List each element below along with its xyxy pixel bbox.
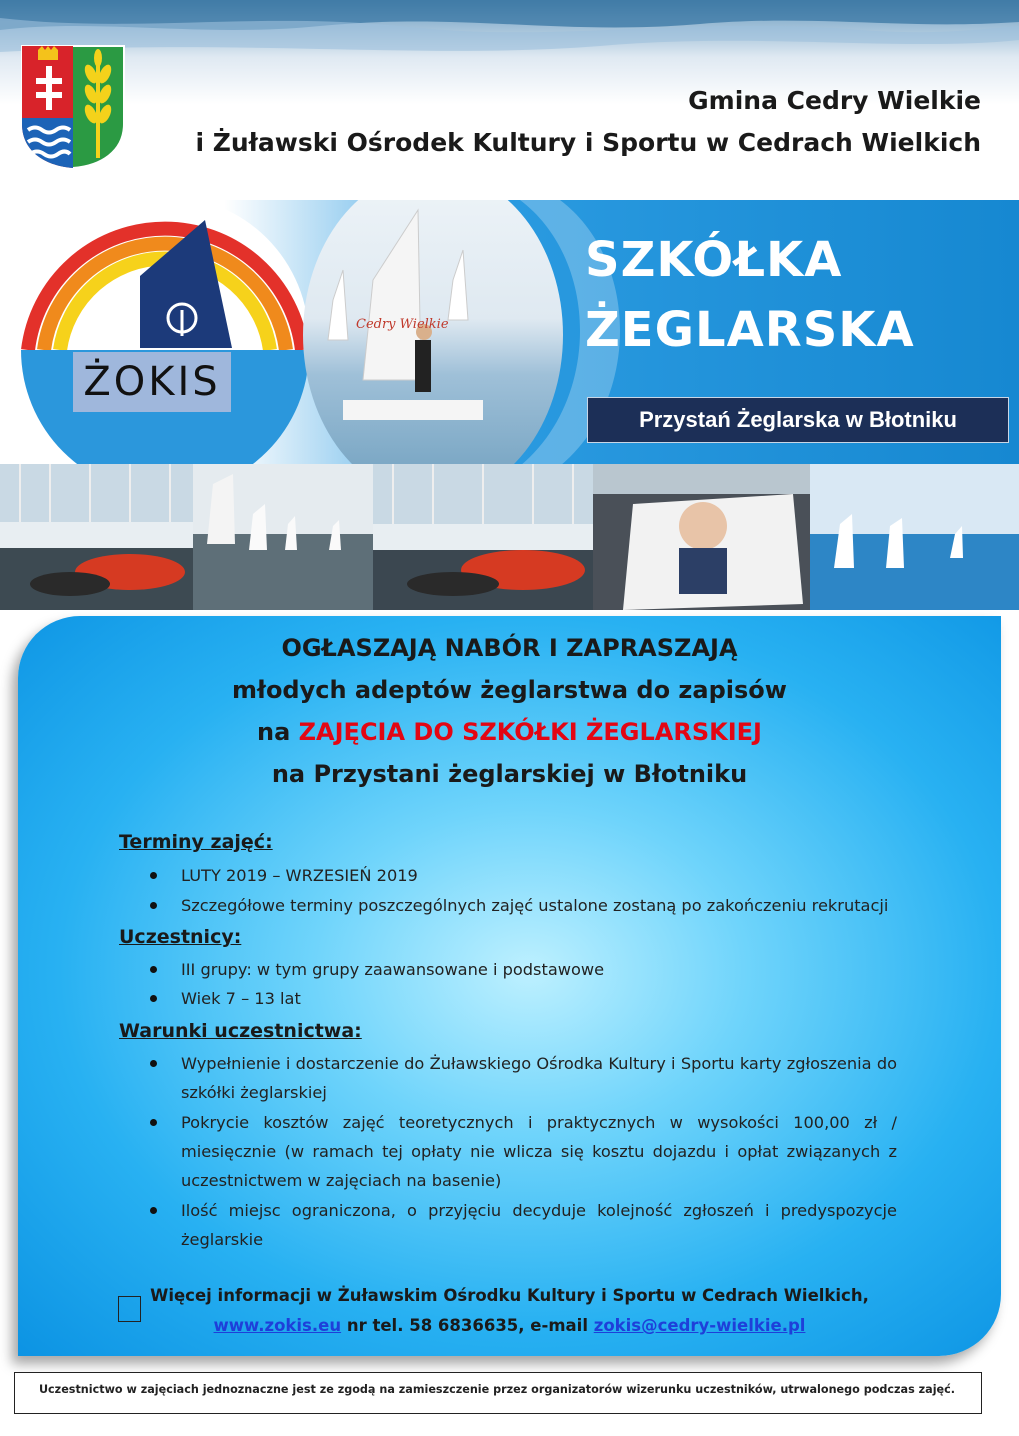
- bullet-icon: [150, 966, 157, 973]
- contact-line-1: Więcej informacji w Żuławskim Ośrodku Kultury i Sportu w Cedrach Wielkich,: [150, 1286, 869, 1305]
- bullet-icon: [150, 1060, 157, 1067]
- headline-highlight: ZAJĘCIA DO SZKÓŁKI ŻEGLARSKIEJ: [298, 718, 762, 746]
- bullet-icon: [150, 1207, 157, 1214]
- website-link[interactable]: www.zokis.eu: [213, 1316, 342, 1335]
- organizer-line-1: Gmina Cedry Wielkie: [688, 86, 981, 115]
- email-link[interactable]: zokis@cedry-wielkie.pl: [593, 1316, 806, 1335]
- zokis-logo-label: ŻOKIS: [73, 352, 231, 412]
- bullet-icon: [150, 1119, 157, 1126]
- participants-item: III grupy: w tym grupy zaawansowane i podstawowe: [181, 960, 605, 979]
- banner-title-line-1: SZKÓŁKA: [585, 232, 843, 288]
- participants-heading: Uczestnicy:: [119, 926, 242, 948]
- contact-line-2: [18, 1316, 1001, 1335]
- conditions-item: Wypełnienie i dostarczenie do Żuławskiego Ośrodka Kultury i Sportu karty zgłoszenia do szkółki żeglarskiej: [181, 1054, 897, 1102]
- cedry-wielkie-logo-icon: Cedry Wielkie: [356, 317, 449, 332]
- terms-item: Szczegółowe terminy poszczególnych zajęć ustalone zostaną po zakończeniu rekrutacji: [181, 896, 889, 915]
- bullet-icon: [150, 995, 157, 1002]
- participants-item: Wiek 7 – 13 lat: [181, 989, 301, 1008]
- headline-line-2: młodych adeptów żeglarstwa do zapisów: [232, 676, 787, 704]
- terms-item: LUTY 2019 – WRZESIEŃ 2019: [181, 866, 418, 885]
- terms-heading: Terminy zajęć:: [119, 831, 273, 853]
- bullet-icon: [150, 872, 157, 879]
- footer-note: Uczestnictwo w zajęciach jednoznaczne jest ze zgodą na zamieszczenie przez organizatorów wizerunku uczestników, utrwalonego podczas zajęć.: [38, 1383, 956, 1396]
- marina-label: Przystań Żeglarska w Błotniku: [587, 397, 1009, 443]
- headline-line-3-prefix: na: [257, 718, 299, 746]
- photo-sailing-lake: [810, 464, 1019, 610]
- banner-sailing-photo: [303, 200, 563, 466]
- headline-line-1: OGŁASZAJĄ NABÓR I ZAPRASZAJĄ: [281, 634, 738, 662]
- phone-text: nr tel. 58 6836635, e-mail: [341, 1316, 594, 1335]
- photo-marina-boats: [0, 464, 193, 610]
- photo-marina-rib: [373, 464, 593, 610]
- photo-child-in-boat: [593, 464, 810, 610]
- headline-line-4: na Przystani żeglarskiej w Błotniku: [271, 760, 748, 788]
- banner-title-line-2: ŻEGLARSKA: [585, 302, 915, 358]
- conditions-item: Pokrycie kosztów zajęć teoretycznych i praktycznych w wysokości 100,00 zł / miesięcznie (w ramach tej opłaty nie wlicza się kosztu dojazdu i opłat związanych z uczestnictwem w zajęciach na basenie): [181, 1113, 897, 1190]
- coat-of-arms-icon: [20, 44, 126, 170]
- conditions-heading: Warunki uczestnictwa:: [119, 1020, 362, 1042]
- headline-line-3: [18, 718, 1001, 746]
- bullet-icon: [150, 902, 157, 909]
- photo-optimist-boats: [193, 464, 373, 610]
- organizer-line-2: i Żuławski Ośrodek Kultury i Sportu w Cedrach Wielkich: [195, 128, 981, 157]
- conditions-item: Ilość miejsc ograniczona, o przyjęciu decyduje kolejność zgłoszeń i predyspozycje żeglarskie: [181, 1201, 897, 1249]
